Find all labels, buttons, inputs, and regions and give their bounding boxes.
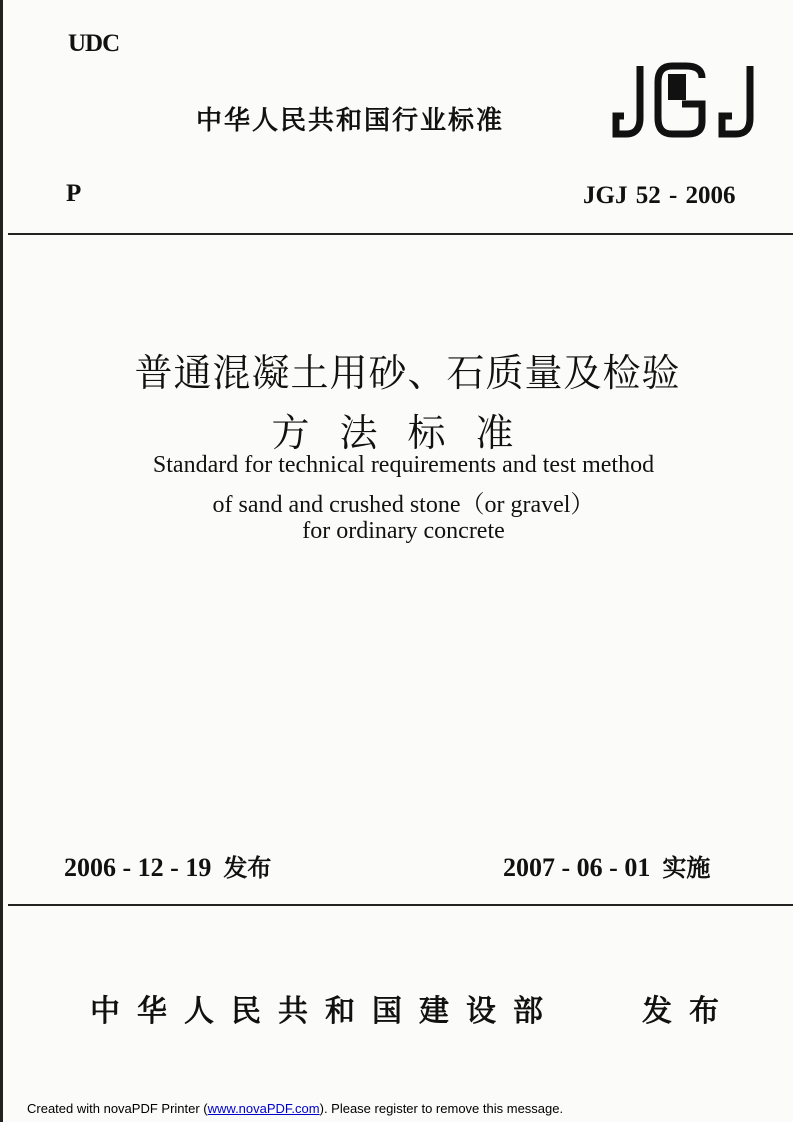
english-title-line-1: Standard for technical requirements and test method (152, 452, 655, 478)
notice-prefix: Created with novaPDF Printer ( (27, 1101, 208, 1116)
category-label: P (66, 180, 82, 207)
novapdf-link[interactable]: www.novaPDF.com (207, 1101, 320, 1116)
issue-date: 2006 - 12 - 19 (64, 853, 212, 882)
jgj-logo-icon (610, 60, 760, 142)
page-left-edge (0, 0, 3, 1122)
pdf-creator-notice (27, 1101, 563, 1116)
chinese-title-line-2: 方法标准 (271, 411, 544, 455)
udc-label: UDC (68, 30, 120, 57)
effective-label: 实施 (662, 854, 711, 882)
english-title-line-2: of sand and crushed stone（or gravel） (212, 492, 595, 518)
publisher-name: 中华人民共和国建设部 (90, 994, 560, 1029)
footer-divider (8, 904, 793, 906)
issue-date-block (64, 848, 271, 883)
english-title-line-3: for ordinary concrete (302, 518, 505, 544)
standard-number: JGJ 52 - 2006 (583, 182, 736, 209)
effective-date-block (503, 848, 710, 883)
chinese-title-line-1: 普通混凝土用砂、石质量及检验 (134, 351, 681, 395)
publisher-action: 发布 (642, 994, 736, 1029)
notice-suffix: ). Please register to remove this message. (319, 1101, 564, 1116)
issue-label: 发布 (223, 854, 272, 882)
industry-standard-heading: 中华人民共和国行业标准 (196, 106, 505, 136)
effective-date: 2007 - 06 - 01 (503, 853, 651, 882)
header-divider (8, 233, 793, 235)
